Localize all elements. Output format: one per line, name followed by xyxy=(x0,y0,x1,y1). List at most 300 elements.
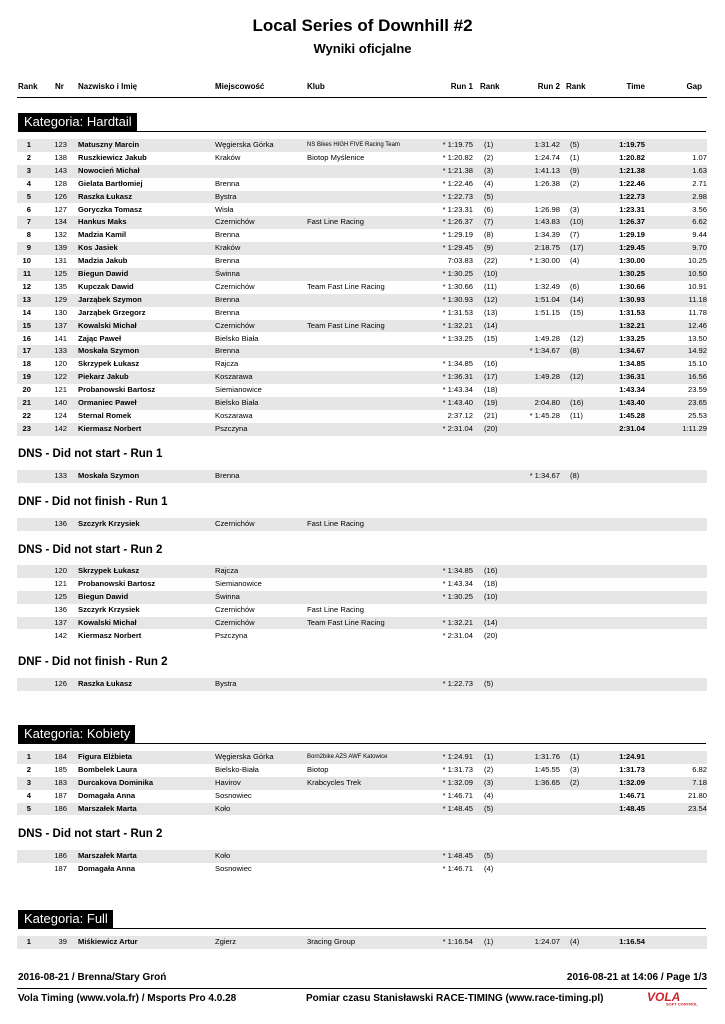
cell-run2: 1:43.83 xyxy=(534,217,560,227)
table-row xyxy=(17,578,707,591)
cell-rank2: (17) xyxy=(570,243,584,253)
footer-date-location: 2016-08-21 / Brenna/Stary Groń xyxy=(18,972,167,983)
cell-run1: * 1:33.25 xyxy=(442,333,473,343)
cell-name: Miśkiewicz Artur xyxy=(78,937,138,946)
cell-nr: 186 xyxy=(54,851,67,860)
cell-run1: * 1:22.73 xyxy=(442,679,473,688)
cell-gap: 9.70 xyxy=(692,243,707,253)
cell-city: Kraków xyxy=(215,243,241,253)
cell-rank1: (3) xyxy=(484,165,494,175)
cell-gap: 13.50 xyxy=(687,333,707,343)
category-rule xyxy=(18,928,706,929)
cell-rank: 1 xyxy=(26,752,31,761)
cell-rank2: (8) xyxy=(570,346,580,356)
cell-rank2: (7) xyxy=(570,230,580,240)
cell-nr: 142 xyxy=(54,630,67,640)
cell-time: 1:34.67 xyxy=(619,346,645,356)
cell-time: 1:31.53 xyxy=(619,307,645,317)
cell-club: NS Bikes HIGH FIVE Racing Team xyxy=(307,142,400,148)
cell-nr: 126 xyxy=(54,679,67,688)
category-heading: Kategoria: Hardtail xyxy=(18,113,137,131)
cell-time: 1:22.46 xyxy=(619,178,645,188)
table-row xyxy=(17,790,707,803)
cell-nr: 123 xyxy=(54,140,67,149)
cell-nr: 125 xyxy=(54,269,67,278)
cell-name: Raszka Łukasz xyxy=(78,679,133,688)
cell-rank1: (5) xyxy=(484,851,494,860)
cell-run2: 1:36.65 xyxy=(534,777,560,787)
cell-gap: 11.18 xyxy=(688,294,707,304)
cell-club: Biotop xyxy=(307,764,329,774)
cell-name: Skrzypek Łukasz xyxy=(78,566,140,575)
cell-rank: 13 xyxy=(22,294,31,304)
table-row xyxy=(17,764,707,777)
cell-city: Bystra xyxy=(215,679,237,688)
cell-run1: * 1:48.45 xyxy=(442,803,473,813)
cell-rank1: (21) xyxy=(484,410,498,420)
header-name: Nazwisko i Imię xyxy=(78,82,138,91)
table-row xyxy=(17,307,707,320)
cell-nr: 121 xyxy=(54,578,67,588)
cell-name: Probanowski Bartosz xyxy=(78,578,156,588)
cell-nr: 133 xyxy=(54,471,67,480)
cell-city: Koło xyxy=(215,851,231,860)
cell-rank1: (17) xyxy=(484,372,498,382)
cell-nr: 121 xyxy=(54,385,67,395)
cell-rank1: (11) xyxy=(484,281,497,291)
cell-city: Bystra xyxy=(215,191,237,201)
cell-club: Krabcycles Trek xyxy=(307,777,362,787)
cell-run1: * 2:31.04 xyxy=(442,423,473,433)
section-heading: DNS - Did not start - Run 1 xyxy=(18,448,163,460)
cell-nr: 138 xyxy=(54,152,67,162)
cell-name: Jarząbek Grzegorz xyxy=(78,307,146,317)
cell-run1: * 1:22.73 xyxy=(442,191,473,201)
cell-name: Moskała Szymon xyxy=(78,471,140,480)
cell-run1: * 1:31.73 xyxy=(442,764,473,774)
cell-rank2: (11) xyxy=(570,410,583,420)
cell-name: Figura Elżbieta xyxy=(78,752,133,761)
cell-gap: 15.10 xyxy=(687,359,707,369)
cell-city: Sosnowiec xyxy=(215,790,252,800)
cell-run2: * 1:45.28 xyxy=(529,410,560,420)
cell-rank1: (8) xyxy=(484,230,494,240)
category-heading: Kategoria: Full xyxy=(18,910,113,928)
cell-name: Kupczak Dawid xyxy=(78,281,134,291)
cell-nr: 127 xyxy=(54,204,67,214)
cell-run1: * 1:36.31 xyxy=(442,372,473,382)
cell-gap: 16.56 xyxy=(687,372,707,382)
cell-time: 1:23.31 xyxy=(619,204,645,214)
cell-rank1: (12) xyxy=(484,294,498,304)
cell-rank: 3 xyxy=(26,777,31,787)
cell-gap: 6.82 xyxy=(692,764,707,774)
cell-rank1: (1) xyxy=(484,937,494,946)
table-row xyxy=(17,518,707,531)
cell-city: Brenna xyxy=(215,294,240,304)
cell-gap: 21.80 xyxy=(687,790,707,800)
cell-name: Moskała Szymon xyxy=(78,346,140,356)
cell-time: 1:22.73 xyxy=(619,191,645,201)
cell-rank: 11 xyxy=(22,269,31,278)
cell-rank2: (9) xyxy=(570,165,580,175)
cell-time: 1:48.45 xyxy=(619,803,645,813)
cell-rank1: (19) xyxy=(484,398,498,407)
cell-rank: 18 xyxy=(22,359,31,369)
cell-rank1: (9) xyxy=(484,243,494,253)
cell-rank: 4 xyxy=(26,790,31,800)
cell-club: Team Fast Line Racing xyxy=(307,617,385,627)
table-row xyxy=(17,617,707,630)
cell-nr: 141 xyxy=(54,333,67,343)
cell-rank2: (1) xyxy=(570,152,580,162)
cell-run1: * 1:30.66 xyxy=(442,281,473,291)
table-row xyxy=(17,139,707,152)
cell-run1: * 1:24.91 xyxy=(442,752,473,761)
cell-city: Bielsko-Biała xyxy=(215,764,259,774)
cell-nr: 126 xyxy=(54,191,67,201)
cell-rank: 3 xyxy=(26,165,31,175)
cell-city: Rajcza xyxy=(215,359,239,369)
cell-city: Pszczyna xyxy=(215,630,248,640)
cell-city: Czernichów xyxy=(215,281,255,291)
cell-city: Czernichów xyxy=(215,217,255,227)
cell-run2: 1:51.04 xyxy=(534,294,560,304)
cell-rank: 1 xyxy=(26,140,31,149)
cell-nr: 132 xyxy=(54,230,67,240)
cell-rank1: (4) xyxy=(484,178,494,188)
table-row xyxy=(17,204,707,217)
cell-rank2: (16) xyxy=(570,398,584,407)
cell-time: 1:46.71 xyxy=(619,790,645,800)
cell-rank: 5 xyxy=(26,191,31,201)
table-row xyxy=(17,320,707,333)
cell-rank2: (12) xyxy=(570,372,584,382)
table-row xyxy=(17,678,707,691)
cell-rank: 9 xyxy=(26,243,31,253)
cell-time: 1:30.00 xyxy=(619,256,645,266)
cell-nr: 135 xyxy=(54,281,67,291)
cell-rank1: (20) xyxy=(484,630,498,640)
cell-city: Węgierska Górka xyxy=(215,140,274,149)
table-row xyxy=(17,470,707,483)
cell-club: Fast Line Racing xyxy=(307,604,364,614)
cell-nr: 122 xyxy=(54,372,67,382)
cell-rank2: (8) xyxy=(570,471,580,480)
cell-run1: * 1:48.45 xyxy=(442,851,473,860)
cell-nr: 137 xyxy=(54,320,67,330)
header-club: Klub xyxy=(307,82,325,91)
header-city: Miejscowość xyxy=(215,82,265,91)
table-row xyxy=(17,591,707,604)
page-title: Local Series of Downhill #2 xyxy=(252,16,473,35)
cell-gap: 10.25 xyxy=(687,256,707,266)
cell-nr: 130 xyxy=(54,307,67,317)
cell-time: 1:26.37 xyxy=(619,217,645,227)
cell-club: Team Fast Line Racing xyxy=(307,320,385,330)
cell-gap: 23.65 xyxy=(687,398,707,407)
cell-time: 1:29.19 xyxy=(619,230,645,240)
cell-rank: 19 xyxy=(22,372,31,382)
cell-city: Brenna xyxy=(215,471,240,480)
cell-city: Bielsko Biała xyxy=(215,333,259,343)
cell-gap: 25.53 xyxy=(687,410,707,420)
cell-name: Hankus Maks xyxy=(78,217,127,227)
cell-time: 1:29.45 xyxy=(619,243,645,253)
cell-rank1: (7) xyxy=(484,217,494,227)
cell-club: Fast Line Racing xyxy=(307,217,364,227)
table-row xyxy=(17,216,707,229)
cell-run1: * 1:29.19 xyxy=(442,230,473,240)
cell-name: Ruszkiewicz Jakub xyxy=(78,152,147,162)
cell-name: Piekarz Jakub xyxy=(78,372,129,382)
cell-nr: 142 xyxy=(54,423,67,433)
cell-run2: 1:24.74 xyxy=(534,152,560,162)
cell-run1: * 1:32.21 xyxy=(442,617,473,627)
section-heading: DNS - Did not start - Run 2 xyxy=(18,544,163,556)
cell-time: 1:30.66 xyxy=(619,281,645,291)
header-run1: Run 1 xyxy=(450,82,473,91)
cell-rank2: (2) xyxy=(570,178,580,188)
cell-time: 1:20.82 xyxy=(619,152,645,162)
cell-rank1: (14) xyxy=(484,320,498,330)
cell-name: Jarząbek Szymon xyxy=(78,294,142,304)
cell-gap: 11.78 xyxy=(688,307,707,317)
cell-rank1: (20) xyxy=(484,423,498,433)
cell-gap: 23.54 xyxy=(687,803,707,813)
cell-rank: 5 xyxy=(26,803,31,813)
cell-run2: 1:26.98 xyxy=(534,204,560,214)
table-row xyxy=(17,165,707,178)
cell-run1: * 1:34.85 xyxy=(442,359,473,369)
cell-run1: * 1:22.46 xyxy=(442,178,473,188)
cell-rank1: (5) xyxy=(484,679,494,688)
cell-city: Siemianowice xyxy=(215,578,262,588)
cell-rank1: (22) xyxy=(484,256,498,266)
cell-nr: 186 xyxy=(54,803,67,813)
cell-run2: * 1:30.00 xyxy=(529,256,560,266)
cell-rank1: (16) xyxy=(484,359,498,369)
cell-rank2: (1) xyxy=(570,752,580,761)
cell-run2: 1:49.28 xyxy=(534,372,560,382)
table-row xyxy=(17,345,707,358)
table-row xyxy=(17,604,707,617)
cell-gap: 7.18 xyxy=(692,777,707,787)
cell-name: Kowalski Michał xyxy=(78,617,137,627)
cell-run2: 1:49.28 xyxy=(534,333,560,343)
cell-city: Kraków xyxy=(215,152,241,162)
footer-rule xyxy=(17,988,707,989)
footer-page-info: 2016-08-21 at 14:06 / Page 1/3 xyxy=(566,972,707,983)
cell-gap: 1.63 xyxy=(692,165,707,175)
cell-city: Czernichów xyxy=(215,320,255,330)
cell-gap: 14.92 xyxy=(687,346,707,356)
table-row xyxy=(17,268,707,281)
cell-nr: 134 xyxy=(54,217,67,227)
cell-run1: * 1:30.25 xyxy=(442,591,473,601)
cell-rank2: (4) xyxy=(570,256,580,266)
table-row xyxy=(17,936,707,949)
cell-city: Czernichów xyxy=(215,519,255,528)
cell-city: Węgierska Górka xyxy=(215,752,274,761)
table-row xyxy=(17,751,707,764)
cell-rank2: (15) xyxy=(570,307,584,317)
cell-rank2: (12) xyxy=(570,333,584,343)
cell-run1: * 1:32.21 xyxy=(442,320,473,330)
table-row xyxy=(17,423,707,436)
cell-time: 1:33.25 xyxy=(619,333,645,343)
cell-nr: 139 xyxy=(54,243,67,253)
table-row xyxy=(17,152,707,165)
cell-rank: 6 xyxy=(26,204,31,214)
cell-rank1: (10) xyxy=(484,591,498,601)
cell-nr: 187 xyxy=(54,863,67,873)
cell-time: 1:19.75 xyxy=(619,140,645,149)
header-time: Time xyxy=(626,82,645,91)
cell-rank2: (3) xyxy=(570,764,580,774)
cell-run2: 2:04.80 xyxy=(534,398,560,407)
table-row xyxy=(17,294,707,307)
cell-name: Szczyrk Krzysiek xyxy=(78,604,140,614)
cell-run1: * 1:46.71 xyxy=(442,790,473,800)
cell-time: 1:43.40 xyxy=(619,398,645,407)
cell-nr: 120 xyxy=(54,566,67,575)
cell-city: Brenna xyxy=(215,346,240,356)
cell-rank: 8 xyxy=(26,230,31,240)
cell-city: Brenna xyxy=(215,307,240,317)
svg-text:SOFT CONTROL: SOFT CONTROL xyxy=(666,1001,698,1006)
cell-city: Bielsko Biała xyxy=(215,398,259,407)
cell-name: Zając Paweł xyxy=(78,333,122,343)
cell-rank1: (4) xyxy=(484,863,494,873)
cell-run2: 1:45.55 xyxy=(534,764,560,774)
cell-rank1: (10) xyxy=(484,269,498,278)
cell-rank1: (3) xyxy=(484,777,494,787)
cell-rank: 20 xyxy=(22,385,31,395)
cell-nr: 136 xyxy=(54,519,67,528)
cell-rank2: (10) xyxy=(570,217,584,227)
cell-name: Gielata Bartłomiej xyxy=(78,178,143,188)
cell-rank: 7 xyxy=(26,217,31,227)
header-rank: Rank xyxy=(18,82,38,91)
cell-rank1: (16) xyxy=(484,566,498,575)
cell-rank1: (18) xyxy=(484,385,498,395)
cell-rank2: (3) xyxy=(570,204,580,214)
cell-run1: * 1:31.53 xyxy=(442,307,473,317)
page-subtitle: Wyniki oficjalne xyxy=(313,41,412,56)
cell-run2: 1:31.76 xyxy=(534,752,560,761)
footer-timing-company: Pomiar czasu Stanisławski RACE-TIMING (www.race-timing.pl) xyxy=(306,993,604,1004)
table-row xyxy=(17,191,707,204)
table-row xyxy=(17,565,707,578)
cell-nr: 137 xyxy=(54,617,67,627)
cell-rank1: (6) xyxy=(484,204,494,214)
cell-club: Team Fast Line Racing xyxy=(307,281,385,291)
table-row xyxy=(17,397,707,410)
cell-nr: 128 xyxy=(54,178,67,188)
cell-run1: * 1:30.93 xyxy=(442,294,473,304)
cell-rank: 4 xyxy=(26,178,31,188)
cell-name: Kiermasz Norbert xyxy=(78,630,142,640)
cell-city: Sosnowiec xyxy=(215,863,252,873)
cell-time: 1:31.73 xyxy=(619,764,645,774)
header-gap: Gap xyxy=(686,82,702,91)
cell-rank1: (13) xyxy=(484,307,498,317)
cell-name: Skrzypek Łukasz xyxy=(78,359,140,369)
cell-rank1: (1) xyxy=(484,140,494,149)
cell-name: Kowalski Michał xyxy=(78,320,137,330)
cell-name: Bombelek Laura xyxy=(78,764,138,774)
cell-rank2: (6) xyxy=(570,281,580,291)
table-row xyxy=(17,850,707,863)
cell-run1: * 1:43.34 xyxy=(442,385,473,395)
cell-city: Świnna xyxy=(215,269,240,278)
cell-gap: 1:11.29 xyxy=(682,423,707,433)
cell-run1: * 1:16.54 xyxy=(442,937,473,946)
svg-text:VOLA: VOLA xyxy=(647,990,681,1004)
cell-rank: 10 xyxy=(22,256,31,266)
cell-run1: * 1:23.31 xyxy=(442,204,473,214)
table-row xyxy=(17,803,707,816)
cell-gap: 2.71 xyxy=(692,178,707,188)
cell-name: Kos Jasiek xyxy=(78,243,118,253)
section-heading: DNS - Did not start - Run 2 xyxy=(18,828,163,840)
cell-rank: 22 xyxy=(22,410,31,420)
header-rule xyxy=(17,97,707,98)
category-heading: Kategoria: Kobiety xyxy=(18,725,135,743)
cell-run1: * 1:19.75 xyxy=(442,140,473,149)
cell-city: Koło xyxy=(215,803,231,813)
table-row xyxy=(17,281,707,294)
cell-club: 3racing Group xyxy=(307,937,356,946)
cell-run2: * 1:34.67 xyxy=(529,471,560,480)
cell-rank2: (5) xyxy=(570,140,580,149)
cell-run2: 1:32.49 xyxy=(534,281,560,291)
cell-run2: 1:34.39 xyxy=(534,230,560,240)
cell-run1: * 1:29.45 xyxy=(442,243,473,253)
cell-gap: 10.91 xyxy=(687,281,707,291)
cell-nr: 39 xyxy=(58,937,67,946)
cell-run1: * 2:31.04 xyxy=(442,630,473,640)
cell-time: 1:21.38 xyxy=(619,165,645,175)
cell-run1: * 1:46.71 xyxy=(442,863,473,873)
cell-name: Szczyrk Krzysiek xyxy=(78,519,140,528)
cell-time: 2:31.04 xyxy=(619,423,645,433)
cell-time: 1:32.09 xyxy=(619,777,645,787)
cell-rank1: (15) xyxy=(484,333,498,343)
table-row xyxy=(17,358,707,371)
cell-time: 1:16.54 xyxy=(619,937,645,946)
table-row xyxy=(17,229,707,242)
cell-city: Koszarawa xyxy=(215,410,253,420)
table-row xyxy=(17,384,707,397)
cell-name: Sternal Romek xyxy=(78,410,132,420)
cell-time: 1:32.21 xyxy=(619,320,645,330)
cell-nr: 133 xyxy=(54,346,67,356)
cell-nr: 183 xyxy=(54,777,67,787)
cell-name: Matuszny Marcin xyxy=(78,140,140,149)
header-run2: Run 2 xyxy=(537,82,560,91)
cell-rank1: (2) xyxy=(484,152,494,162)
cell-nr: 124 xyxy=(54,410,67,420)
cell-time: 1:34.85 xyxy=(619,359,645,369)
cell-rank: 14 xyxy=(22,307,31,317)
cell-city: Brenna xyxy=(215,256,240,266)
cell-name: Marszałek Marta xyxy=(78,803,137,813)
cell-city: Wisła xyxy=(215,204,234,214)
cell-rank: 1 xyxy=(26,937,31,946)
cell-name: Marszałek Marta xyxy=(78,851,137,860)
